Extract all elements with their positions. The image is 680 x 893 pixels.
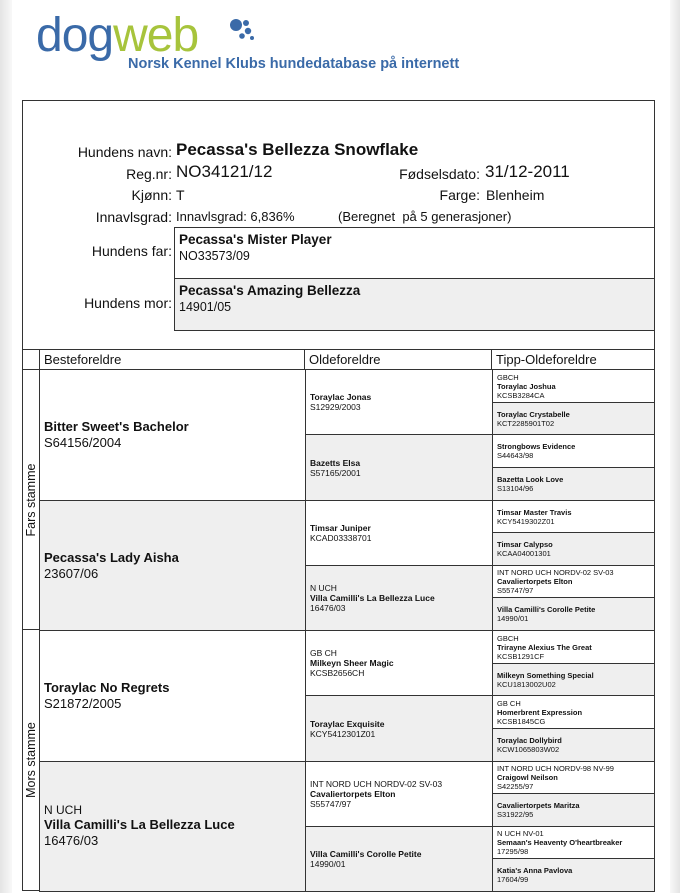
dam-side-text: Mors stamme <box>24 722 38 798</box>
reg-value: NO34121/12 <box>176 162 273 181</box>
reg-label: Reg.nr: <box>126 166 172 182</box>
dog-name[interactable]: Timsar Master Travis <box>497 507 572 517</box>
header-great-grandparents: Oldeforeldre <box>305 349 492 370</box>
great-great-grandparents-cell <box>492 597 655 631</box>
dog-title: INT NORD UCH NORDV-98 NV-99 <box>497 764 614 773</box>
dog-reg: 14990/01 <box>310 859 346 869</box>
dog-name[interactable]: Cavaliertorpets Elton <box>310 789 396 799</box>
dog-title: GBCH <box>497 372 519 382</box>
dog-title: N UCH <box>310 583 337 593</box>
father-box <box>174 227 655 279</box>
dog-name[interactable]: Homerbrent Expression <box>497 707 583 717</box>
dog-reg: KCSB3284CA <box>497 390 545 400</box>
dog-reg: KCSB1845CG <box>497 716 546 726</box>
great-great-grandparents-cell <box>492 630 655 664</box>
dog-reg: S13104/96 <box>497 484 534 493</box>
dog-name[interactable]: Toraylac Crystabelle <box>497 409 570 419</box>
father-reg: NO33573/09 <box>179 249 250 263</box>
dog-reg: 17604/99 <box>497 875 529 884</box>
color-label: Farge: <box>439 187 480 203</box>
grandparents-cell <box>39 630 306 762</box>
dog-reg: S31922/95 <box>497 810 534 819</box>
dog-name[interactable]: Toraylac Exquisite <box>310 718 385 729</box>
dog-reg: S12929/2003 <box>310 402 361 412</box>
inbreeding-note: (Beregnet på 5 generasjoner) <box>338 209 512 224</box>
sire-side-text: Fars stamme <box>24 463 38 536</box>
pedigree-table <box>22 349 655 891</box>
header-grandparents: Besteforeldre <box>39 349 305 370</box>
great-grandparents-cell <box>305 630 493 696</box>
dog-name[interactable]: Villa Camilli's La Bellezza Luce <box>44 817 235 832</box>
dog-name[interactable]: Timsar Calypso <box>497 540 553 549</box>
great-grandparents-cell <box>305 565 493 631</box>
great-great-grandparents-cell <box>492 826 655 859</box>
great-grandparents-cell <box>305 761 493 827</box>
great-great-grandparents-cell <box>492 728 655 762</box>
great-grandparents-cell <box>305 826 493 892</box>
dog-reg: S64156/2004 <box>44 435 122 450</box>
dog-reg: KCAA04001301 <box>497 549 551 558</box>
dog-reg: 23607/06 <box>44 565 99 581</box>
dog-reg: KCSB1291CF <box>497 651 545 661</box>
dog-name-label: Hundens navn: <box>77 144 172 160</box>
grandparents-cell <box>39 500 306 631</box>
dog-name[interactable]: Toraylac Jonas <box>310 392 372 402</box>
dog-reg: S55747/97 <box>310 799 352 809</box>
dog-title: N UCH NV-01 <box>497 829 544 838</box>
dog-name[interactable]: Toraylac No Regrets <box>44 680 170 695</box>
dog-title: INT NORD UCH NORDV-02 SV-03 <box>497 568 614 577</box>
great-great-grandparents-cell <box>492 532 655 566</box>
left-page-edge <box>0 0 12 893</box>
dog-reg: S57165/2001 <box>310 467 361 478</box>
birth-label: Fødselsdato: <box>399 166 480 182</box>
mother-label: Hundens mor: <box>84 295 172 311</box>
great-great-grandparents-cell <box>492 565 655 598</box>
inbreeding-value: Innavlsgrad: 6,836% <box>176 209 295 224</box>
dog-reg: KCY5419302Z01 <box>497 516 555 526</box>
dog-name[interactable]: Villa Camilli's Corolle Petite <box>497 605 596 614</box>
mother-reg: 14901/05 <box>179 300 232 314</box>
dog-reg: KCAD03338701 <box>310 533 372 543</box>
dog-name[interactable]: Villa Camilli's La Bellezza Luce <box>310 593 435 603</box>
dog-reg: KCW1065803W02 <box>497 745 560 754</box>
grandparents-cell <box>39 369 306 501</box>
dog-name[interactable]: Bitter Sweet's Bachelor <box>44 419 189 434</box>
great-great-grandparents-cell <box>492 761 655 794</box>
great-great-grandparents-cell <box>492 500 655 533</box>
dog-reg: S44643/98 <box>497 451 534 460</box>
color-value: Blenheim <box>486 187 545 203</box>
dog-reg: KCT2285901T02 <box>497 418 555 428</box>
dog-name[interactable]: Milkeyn Something Special <box>497 670 594 680</box>
mother-name[interactable]: Pecassa's Amazing Bellezza <box>179 283 361 298</box>
dog-name[interactable]: Cavaliertorpets Elton <box>497 577 573 586</box>
dog-name[interactable]: Bazetta Look Love <box>497 475 564 484</box>
dog-name[interactable]: Bazetts Elsa <box>310 457 361 468</box>
logo-subtitle: Norsk Kennel Klubs hundedatabase på internett <box>128 56 460 72</box>
dog-reg: S21872/2005 <box>44 696 122 711</box>
dog-title: INT NORD UCH NORDV-02 SV-03 <box>310 779 443 789</box>
great-great-grandparents-cell <box>492 369 655 403</box>
dog-reg: 14990/01 <box>497 614 529 623</box>
great-great-grandparents-cell <box>492 695 655 729</box>
great-great-grandparents-cell <box>492 467 655 501</box>
dog-reg: 17295/98 <box>497 847 529 856</box>
great-grandparents-cell <box>305 500 493 566</box>
dog-name[interactable]: Pecassa's Lady Aisha <box>44 549 179 565</box>
dog-name[interactable]: Cavaliertorpets Maritza <box>497 801 580 810</box>
dog-name[interactable]: Timsar Juniper <box>310 523 371 533</box>
dog-reg: KCY5412301Z01 <box>310 728 376 739</box>
dog-reg: KCSB2656CH <box>310 668 365 678</box>
logo-web-text: web <box>113 9 199 62</box>
dog-name: Pecassa's Bellezza Snowflake <box>176 140 419 159</box>
dog-reg: S42255/97 <box>497 782 534 791</box>
dog-reg: 16476/03 <box>310 603 346 613</box>
father-name[interactable]: Pecassa's Mister Player <box>179 232 332 247</box>
paw-dots-icon <box>222 16 262 50</box>
dog-name[interactable]: Trirayne Alexius The Great <box>497 642 592 652</box>
great-great-grandparents-cell <box>492 858 655 892</box>
dog-reg: S55747/97 <box>497 586 534 595</box>
dog-title: N UCH <box>44 803 82 817</box>
sex-value: T <box>176 187 185 203</box>
sex-label: Kjønn: <box>131 187 172 203</box>
dog-name[interactable]: Villa Camilli's Corolle Petite <box>310 849 422 859</box>
great-great-grandparents-cell <box>492 663 655 696</box>
logo-dog-text: dog <box>36 9 114 62</box>
sire-side-label <box>22 369 40 630</box>
dog-reg: KCU1813002U02 <box>497 679 556 689</box>
great-grandparents-cell <box>305 695 493 762</box>
dog-name[interactable]: Toraylac Joshua <box>497 381 556 391</box>
dam-side-label <box>22 629 40 891</box>
dog-name[interactable]: Katia's Anna Pavlova <box>497 866 573 875</box>
great-grandparents-cell <box>305 434 493 501</box>
header-great-great-grandparents: Tipp-Oldeforeldre <box>492 349 655 370</box>
dog-name[interactable]: Semaan's Heaventy O'heartbreaker <box>497 838 623 847</box>
father-label: Hundens far: <box>91 243 172 259</box>
great-great-grandparents-cell <box>492 402 655 435</box>
inbreeding-label: Innavlsgrad: <box>95 209 172 225</box>
dog-name[interactable]: Strongbows Evidence <box>497 442 576 451</box>
dog-name[interactable]: Milkeyn Sheer Magic <box>310 658 394 668</box>
birth-value: 31/12-2011 <box>485 162 570 181</box>
great-great-grandparents-cell <box>492 793 655 827</box>
great-great-grandparents-cell <box>492 434 655 468</box>
right-page-edge <box>670 0 680 893</box>
dog-name[interactable]: Craigowl Neilson <box>497 773 558 782</box>
mother-box <box>174 278 655 331</box>
dog-title: GB CH <box>310 648 337 658</box>
dog-title: GB CH <box>497 698 521 708</box>
great-grandparents-cell <box>305 369 493 435</box>
dog-reg: 16476/03 <box>44 833 99 848</box>
grandparents-cell <box>39 761 306 892</box>
dog-name[interactable]: Toraylac Dollybird <box>497 736 562 745</box>
dog-title: GBCH <box>497 633 519 643</box>
